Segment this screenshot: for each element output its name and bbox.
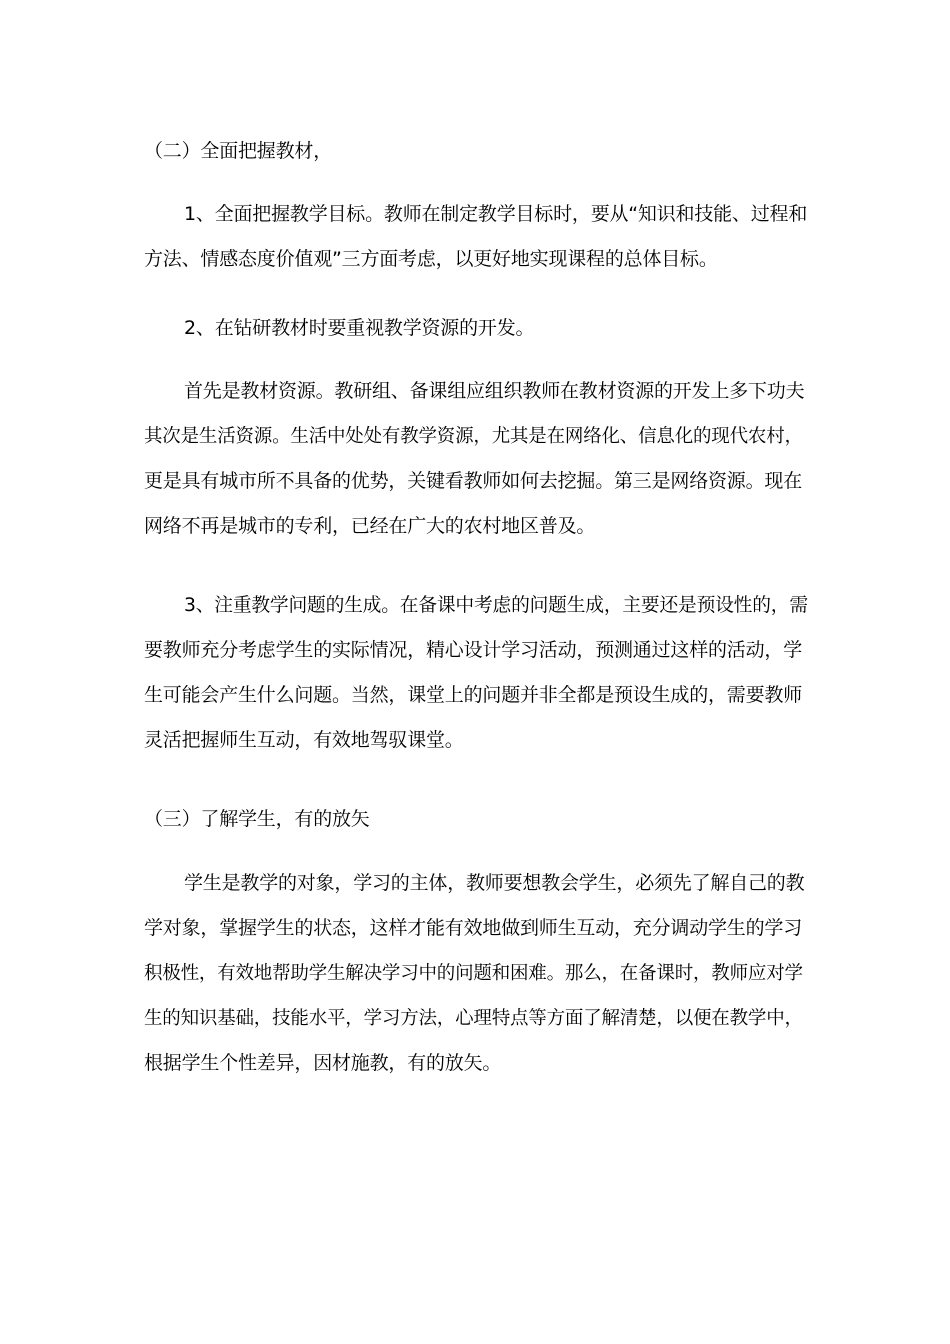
paragraph-line: 其次是生活资源。生活中处处有教学资源，尤其是在网络化、信息化的现代农村， (144, 426, 803, 447)
section-heading-2 (144, 129, 808, 174)
paragraph-line: 要教师充分考虑学生的实际情况，精心设计学习活动，预测通过这样的活动，学 (144, 639, 803, 661)
paragraph-item-1 (144, 192, 808, 282)
paragraph-line: 生可能会产生什么问题。当然，课堂上的问题并非全都是预设生成的，需要教师 (144, 684, 803, 706)
paragraph-line: 积极性，有效地帮助学生解决学习中的问题和困难。那么，在备课时，教师应对学 (144, 963, 803, 984)
paragraph-line: 更是具有城市所不具备的优势，关键看教师如何去挖掘。第三是网络资源。现在 (144, 470, 803, 492)
paragraph-item-2 (144, 306, 808, 351)
paragraph-line: 生的知识基础，技能水平，学习方法，心理特点等方面了解清楚，以便在教学中， (144, 1008, 803, 1029)
paragraph-line: 2、在钻研教材时要重视教学资源的开发。 (184, 317, 535, 339)
paragraph-line: 学生是教学的对象，学习的主体，教师要想教会学生，必须先了解自己的教 (184, 872, 805, 894)
paragraph-line: 首先是教材资源。教研组、备课组应组织教师在教材资源的开发上多下功夫 (184, 380, 805, 402)
paragraph-line: 1、全面把握教学目标。教师在制定教学目标时，要从“知识和技能、过程和 (184, 203, 808, 225)
section-heading-3 (144, 797, 808, 842)
paragraph-students (144, 861, 808, 1086)
paragraph-line: 3、注重教学问题的生成。在备课中考虑的问题生成，主要还是预设性的，需 (184, 595, 808, 616)
section-heading-3-text: （三）了解学生，有的放矢 (144, 808, 370, 830)
paragraph-line: 灵活把握师生互动，有效地驾驭课堂。 (144, 729, 464, 751)
section-heading-2-text: （二）全面把握教材， (144, 140, 333, 162)
paragraph-resources (144, 369, 808, 549)
paragraph-line: 网络不再是城市的专利，已经在广大的农村地区普及。 (144, 515, 596, 537)
paragraph-line: 方法、情感态度价值观”三方面考虑，以更好地实现课程的总体目标。 (144, 248, 718, 270)
paragraph-item-3 (144, 583, 808, 763)
paragraph-line: 学对象，掌握学生的状态，这样才能有效地做到师生互动，充分调动学生的学习 (144, 917, 803, 939)
paragraph-line: 根据学生个性差异，因材施教，有的放矢。 (144, 1052, 502, 1074)
